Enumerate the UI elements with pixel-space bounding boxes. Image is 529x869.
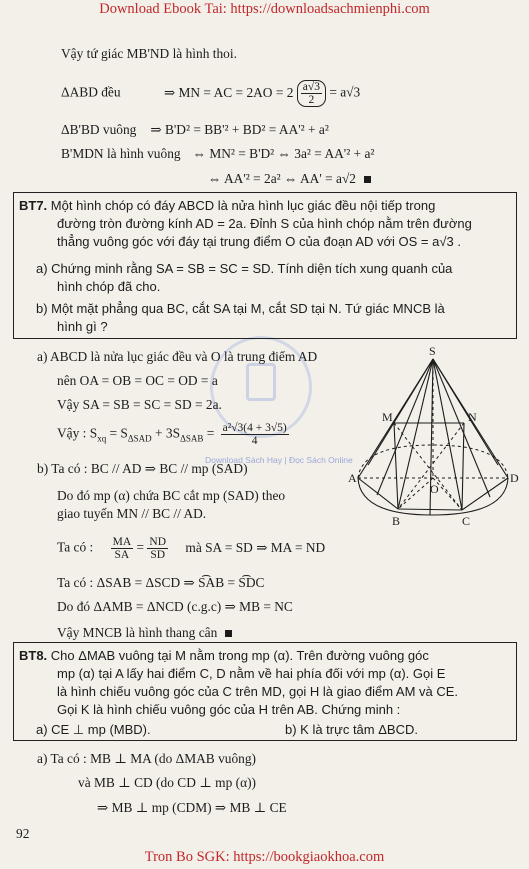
sol8-line-1: a) Ta có : MB ⊥ MA (do ΔMAB vuông) bbox=[37, 751, 257, 766]
sol8-line-2: và MB ⊥ CD (do CD ⊥ mp (α)) bbox=[78, 775, 257, 790]
label-b: B bbox=[392, 514, 401, 528]
label-c: C bbox=[462, 514, 471, 528]
page-number: 92 bbox=[16, 826, 30, 841]
bt8-line-3: là hình chiếu vuông góc của C trên MD, gọi H là giao điểm AM và CE. bbox=[57, 684, 459, 699]
label-o: O bbox=[430, 482, 439, 496]
bt7-line-2: đường tròn đường kính AD = 2a. Đỉnh S của hình chóp nằm trên đường bbox=[57, 216, 472, 231]
sol7-line-6: Do đó mp (α) chứa BC cắt mp (SAD) theo bbox=[57, 488, 286, 503]
bt8-question-b: b) K là trực tâm ΔBCD. bbox=[285, 722, 418, 737]
label-d: D bbox=[510, 471, 519, 485]
sol7-line-11: Vậy MNCB là hình thang cân bbox=[57, 624, 232, 642]
sol7-line-4: Vậy : $S_{xq} = S_{\Delta SAD} + 3S_{\Delta SAB}$ = $\frac{\text{a²√3(4 + 3√5)}}{4}$ bbox=[57, 422, 287, 447]
bt7-paragraph: BT7. Một hình chóp có đáy ABCD là nửa hình lục giác đều nội tiếp trong bbox=[19, 198, 436, 213]
sol7-line-8: Ta có : $\frac{MA}{SA}$ = $\frac{ND}{SD}$ mà SA = SD ⇒ MA = ND bbox=[57, 536, 326, 561]
end-mark bbox=[225, 630, 232, 637]
bt8-line-4: Gọi K là hình chiếu vuông góc của H trên AB. Chứng minh : bbox=[57, 702, 401, 717]
sol7-line-7: giao tuyến MN // BC // AD. bbox=[57, 506, 207, 521]
intro-line-3: ΔB'BD vuông ⇒ B'D² = BB'² + BD² = AA'² + a² bbox=[61, 122, 329, 137]
bt8-paragraph: BT8. Cho ΔMAB vuông tại M nằm trong mp (α). Trên đường vuông góc bbox=[19, 648, 429, 663]
sol7-line-3: Vậy SA = SB = SC = SD = 2a. bbox=[57, 397, 222, 412]
sol7-line-5: b) Ta có : BC // AD ⇒ BC // mp (SAD) bbox=[37, 461, 248, 476]
label-a: A bbox=[348, 471, 357, 485]
label-n: N bbox=[468, 410, 477, 424]
bt7-line-3: thẳng vuông góc với đáy tại trung điểm O của đoạn AD với OS = a√3 . bbox=[57, 234, 461, 249]
sol7-line-1: a) ABCD là nửa lục giác đều và O là trung điểm AD bbox=[37, 349, 318, 364]
sol7-line-10: Do đó ΔAMB = ΔNCD (c.g.c) ⇒ MB = NC bbox=[57, 599, 293, 614]
intro-line-2: ΔABD đều ⇒ MN = AC = 2AO = 2 $\frac{a√3}{2}$ = a√3 bbox=[61, 81, 361, 106]
sgk-footer-link[interactable]: Tron Bo SGK: https://bookgiaokhoa.com bbox=[144, 849, 385, 865]
bt7-question-b-2: hình gì ? bbox=[57, 319, 108, 334]
end-mark bbox=[364, 176, 371, 183]
watermark-text: Download Sách Hay | Đọc Sách Online bbox=[205, 455, 353, 465]
intro-line-1: Vậy tứ giác MB'ND là hình thoi. bbox=[61, 46, 237, 61]
label-s: S bbox=[429, 345, 436, 358]
bt7-question-b: b) Một mặt phẳng qua BC, cắt SA tại M, cắt SD tại N. Tứ giác MNCB là bbox=[36, 301, 445, 316]
pyramid-figure bbox=[340, 345, 520, 535]
bt8-line-2: mp (α) tại A lấy hai điểm C, D nằm về hai phía đối với mp (α). Gọi E bbox=[57, 666, 446, 681]
intro-line-4: B'MDN là hình vuông ⇔ MN² = B'D² ⇔ 3a² = AA'² + a² bbox=[61, 146, 375, 161]
sol7-line-9: Ta có : ΔSAB = ΔSCD ⇒ S͡AB = S͡DC bbox=[57, 575, 265, 590]
label-m: M bbox=[382, 410, 393, 424]
bt7-question-a-2: hình chóp đã cho. bbox=[57, 279, 161, 294]
download-header[interactable]: Download Ebook Tai: https://downloadsachmienphi.com bbox=[99, 1, 430, 17]
bt7-question-a: a) Chứng minh rằng SA = SB = SC = SD. Tính diện tích xung quanh của bbox=[36, 261, 453, 276]
intro-line-5: ⇔ AA'² = 2a² ⇔ AA' = a√2 bbox=[208, 170, 371, 188]
sol7-line-2: nên OA = OB = OC = OD = a bbox=[57, 373, 218, 388]
bt8-question-a: a) CE ⊥ mp (MBD). bbox=[36, 722, 151, 737]
sol8-line-3: ⇒ MB ⊥ mp (CDM) ⇒ MB ⊥ CE bbox=[97, 800, 287, 815]
